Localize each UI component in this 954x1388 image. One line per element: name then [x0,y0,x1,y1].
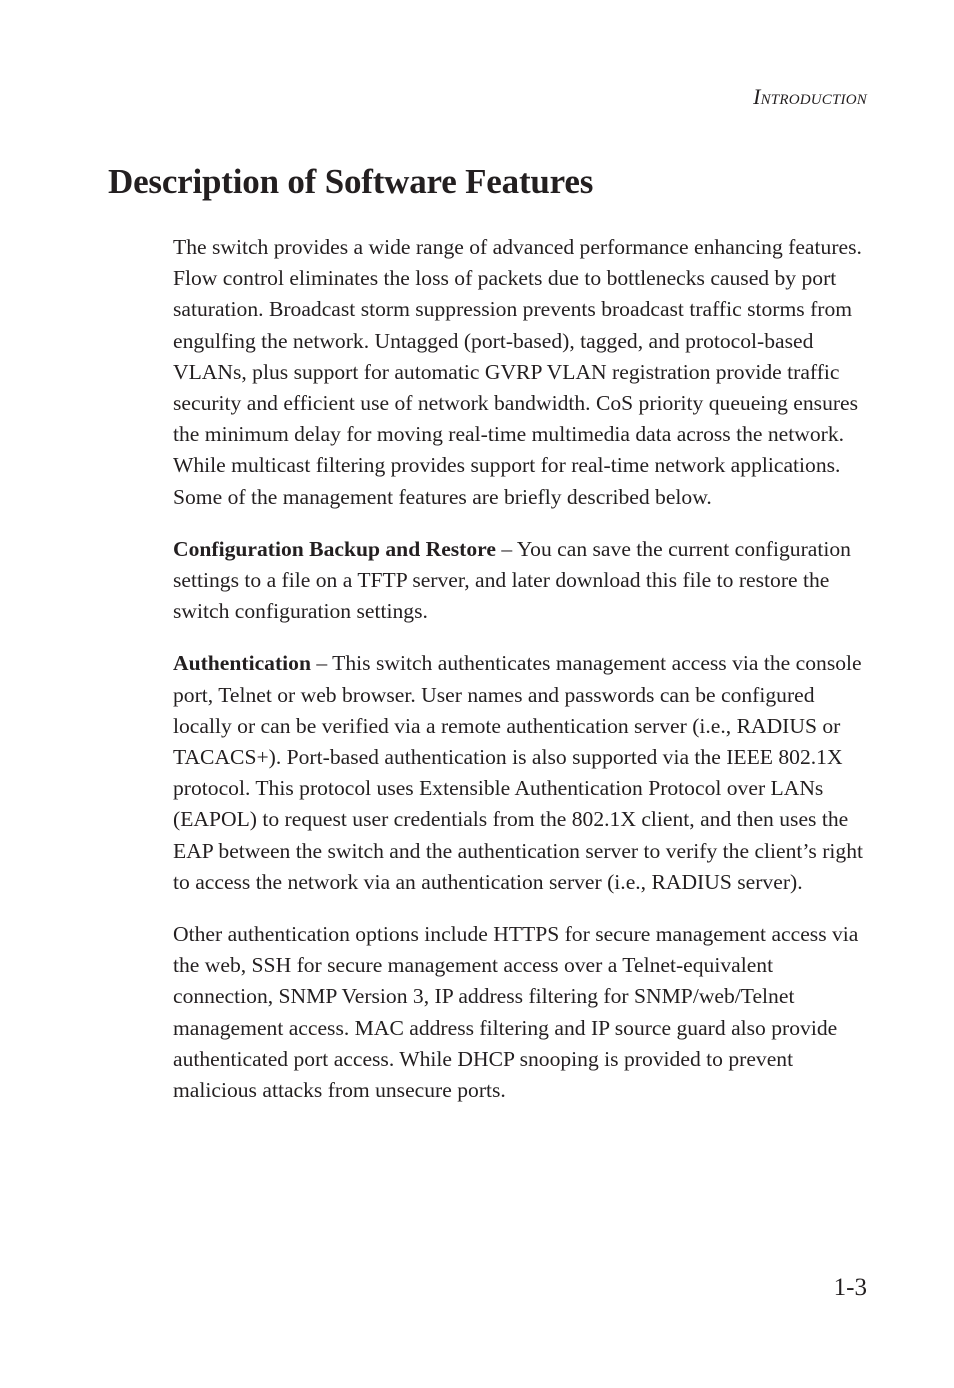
authentication-term: Authentication [173,651,311,676]
authentication-paragraph [173,648,873,898]
page-title: Description of Software Features [108,162,594,201]
running-header: Introduction [753,84,867,109]
other-auth-paragraph: Other authentication options include HTTPS for secure management access via the web, SSH for secure management access over a Telnet-equivalent connection, SNMP Version 3, IP address filtering for SNMP/web/Telnet management access. MAC address filtering and IP source guard also provide authenticated port access. While DHCP snooping is provided to prevent malicious attacks from unsecure ports. [173,922,859,1103]
intro-paragraph: The switch provides a wide range of advanced performance enhancing features. Flow control eliminates the loss of packets due to bottlenecks caused by port saturation. Broadcast storm suppression prevents broadcast traffic storms from engulfing the network. Untagged (port-based), tagged, and protocol-based VLANs, plus support for automatic GVRP VLAN registration provide traffic security and efficient use of network bandwidth. CoS priority queueing ensures the minimum delay for moving real-time multimedia data across the network. While multicast filtering provides support for real-time network applications. Some of the management features are briefly described below. [173,235,862,509]
page-number: 1-3 [833,1274,867,1301]
body-content [173,232,873,1127]
config-backup-term: Configuration Backup and Restore [173,536,496,561]
config-backup-text: – You can save the current configuration settings to a file on a TFTP server, and later download this file to restore the switch configuration settings. [173,536,851,624]
authentication-text: – This switch authenticates management access via the console port, Telnet or web browser. User names and passwords can be configured locally or can be verified via a remote authentication server (i.e., RADIUS or TACACS+). Port-based authentication is also supported via the IEEE 802.1X protocol. This protocol uses Extensible Authentication Protocol over LANs (EAPOL) to request user credentials from the 802.1X client, and then uses the EAP between the switch and the authentication server to verify the client’s right to access the network via an authentication server (i.e., RADIUS server). [173,651,863,894]
config-backup-paragraph [173,534,873,628]
